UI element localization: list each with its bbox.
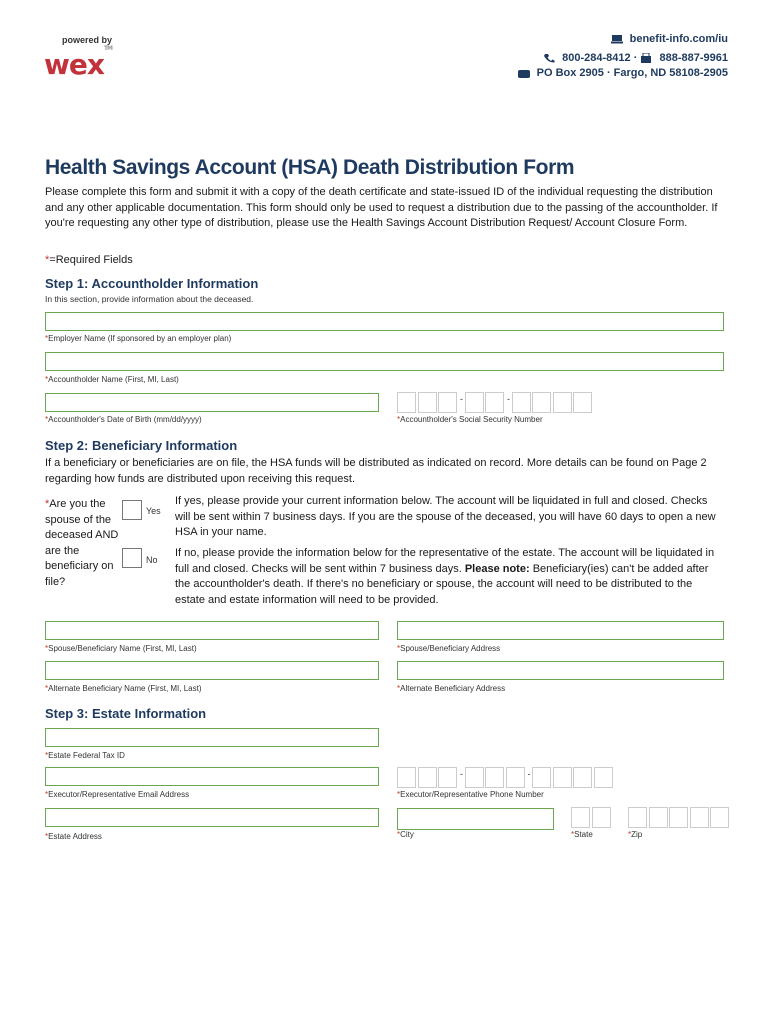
phone-digit[interactable] bbox=[438, 767, 457, 788]
form-title: Health Savings Account (HSA) Death Distribution Form bbox=[45, 156, 575, 179]
state-input-grid[interactable] bbox=[571, 807, 612, 828]
state-char[interactable] bbox=[571, 807, 590, 828]
yes-explanation: If yes, please provide your current information below. The account will be liquidated in full and closed. Checks will be sent within 7 business days. If you are the spouse of the deceased, you will have 60 days to open a new HSA in your name. bbox=[175, 495, 716, 538]
zip-label: *Zip bbox=[628, 830, 643, 839]
no-explanation: If no, please provide the information below for the representative of the estate. The account will be liquidated in full and closed. Checks will be sent within 7 business days. Please note: Beneficiary(ies) can't be added after the accountholder's death. If there's no beneficiary or spouse, the account will need to be distributed to the estate and estate information will need to be provided. bbox=[175, 547, 715, 606]
executor-email-field[interactable] bbox=[45, 767, 379, 786]
required-fields-note: *=Required Fields bbox=[45, 254, 133, 266]
mailing-address: PO Box 2905 · Fargo, ND 58108-2905 bbox=[536, 67, 728, 79]
fax-icon bbox=[640, 53, 652, 63]
ssn-label: *Accountholder's Social Security Number bbox=[397, 415, 543, 424]
phone-digit[interactable] bbox=[553, 767, 572, 788]
ssn-digit[interactable] bbox=[397, 392, 416, 413]
dob-label: *Accountholder's Date of Birth (mm/dd/yyyy) bbox=[45, 415, 202, 424]
zip-digit[interactable] bbox=[690, 807, 709, 828]
yes-checkbox[interactable] bbox=[122, 500, 142, 520]
ssn-digit[interactable] bbox=[573, 392, 592, 413]
yes-label: Yes bbox=[146, 506, 161, 516]
estate-tax-id-field[interactable] bbox=[45, 728, 379, 747]
zip-digit[interactable] bbox=[628, 807, 647, 828]
step2-intro: If a beneficiary or beneficiaries are on file, the HSA funds will be distributed as indicated on record. More details can be found on Page 2 regarding how funds are distributed upon receiving this request. bbox=[45, 457, 707, 485]
phone-separator: - bbox=[527, 769, 531, 779]
city-label: *City bbox=[397, 830, 414, 839]
step3-title: Step 3: Estate Information bbox=[45, 706, 207, 721]
mailbox-icon bbox=[518, 68, 530, 78]
executor-phone-label: *Executor/Representative Phone Number bbox=[397, 790, 544, 799]
spouse-name-label: *Spouse/Beneficiary Name (First, MI, Last) bbox=[45, 644, 197, 653]
alt-beneficiary-address-field[interactable] bbox=[397, 661, 724, 680]
phone-digit[interactable] bbox=[397, 767, 416, 788]
zip-digit[interactable] bbox=[649, 807, 668, 828]
logo-text: wex bbox=[44, 48, 104, 81]
ssn-digit[interactable] bbox=[485, 392, 504, 413]
ssn-digit[interactable] bbox=[532, 392, 551, 413]
fax-number: 888-887-9961 bbox=[659, 52, 728, 64]
spouse-question: *Are you the spouse of the deceased AND are the beneficiary on file? bbox=[45, 498, 119, 588]
zip-input-grid[interactable] bbox=[628, 807, 731, 828]
wex-logo bbox=[44, 44, 112, 81]
executor-phone-grid[interactable] bbox=[397, 767, 614, 788]
zip-digit[interactable] bbox=[669, 807, 688, 828]
spouse-address-label: *Spouse/Beneficiary Address bbox=[397, 644, 501, 653]
phone-separator: - bbox=[460, 769, 463, 779]
ssn-input-grid[interactable] bbox=[397, 392, 594, 413]
phone-digit[interactable] bbox=[418, 767, 437, 788]
employer-name-field[interactable] bbox=[45, 312, 724, 331]
phone-icon bbox=[543, 53, 555, 63]
website-line bbox=[611, 33, 728, 45]
phone-line: 800-284-8412 · 888-887-9961 bbox=[543, 52, 728, 64]
phone-digit[interactable] bbox=[506, 767, 525, 788]
state-label: *State bbox=[571, 830, 593, 839]
website-link[interactable]: benefit-info.com/iu bbox=[629, 33, 728, 45]
form-intro: Please complete this form and submit it with a copy of the death certificate and state-issued ID of the individual requesting the distribution and any other applicable documentation. This form should only be used to request a distribution due to the passing of the accountholder. If you're requesting any other type of distribution, please use the Health Savings Account Distribution Request/ Account Closure Form. bbox=[45, 186, 718, 229]
accountholder-name-field[interactable] bbox=[45, 352, 724, 371]
alt-beneficiary-address-label: *Alternate Beneficiary Address bbox=[397, 684, 506, 693]
step1-subtitle: In this section, provide information about the deceased. bbox=[45, 294, 254, 304]
zip-digit[interactable] bbox=[710, 807, 729, 828]
phone-digit[interactable] bbox=[594, 767, 613, 788]
spouse-name-field[interactable] bbox=[45, 621, 379, 640]
laptop-icon bbox=[611, 34, 623, 44]
ssn-digit[interactable] bbox=[465, 392, 484, 413]
phone-number: 800-284-8412 bbox=[562, 52, 631, 64]
accountholder-name-label: *Accountholder Name (First, MI, Last) bbox=[45, 375, 179, 384]
phone-digit[interactable] bbox=[485, 767, 504, 788]
ssn-separator: - bbox=[460, 394, 463, 404]
estate-tax-id-label: *Estate Federal Tax ID bbox=[45, 751, 125, 760]
ssn-digit[interactable] bbox=[438, 392, 457, 413]
ssn-separator: - bbox=[507, 394, 510, 404]
address-line bbox=[518, 67, 728, 79]
powered-by-text: powered by bbox=[62, 35, 113, 45]
step2-title: Step 2: Beneficiary Information bbox=[45, 438, 238, 453]
phone-digit[interactable] bbox=[465, 767, 484, 788]
ssn-digit[interactable] bbox=[553, 392, 572, 413]
employer-name-label: *Employer Name (If sponsored by an employer plan) bbox=[45, 334, 232, 343]
step1-title: Step 1: Accountholder Information bbox=[45, 276, 259, 291]
phone-digit[interactable] bbox=[532, 767, 551, 788]
dob-field[interactable] bbox=[45, 393, 379, 412]
spouse-address-field[interactable] bbox=[397, 621, 724, 640]
alt-beneficiary-name-label: *Alternate Beneficiary Name (First, MI, Last) bbox=[45, 684, 202, 693]
logo-tm: TM bbox=[103, 44, 112, 52]
no-label: No bbox=[146, 555, 158, 565]
phone-digit[interactable] bbox=[573, 767, 592, 788]
alt-beneficiary-name-field[interactable] bbox=[45, 661, 379, 680]
ssn-digit[interactable] bbox=[418, 392, 437, 413]
executor-email-label: *Executor/Representative Email Address bbox=[45, 790, 190, 799]
estate-address-label: *Estate Address bbox=[45, 832, 102, 841]
estate-address-field[interactable] bbox=[45, 808, 379, 827]
state-char[interactable] bbox=[592, 807, 611, 828]
city-field[interactable] bbox=[397, 808, 554, 830]
no-checkbox[interactable] bbox=[122, 548, 142, 568]
ssn-digit[interactable] bbox=[512, 392, 531, 413]
